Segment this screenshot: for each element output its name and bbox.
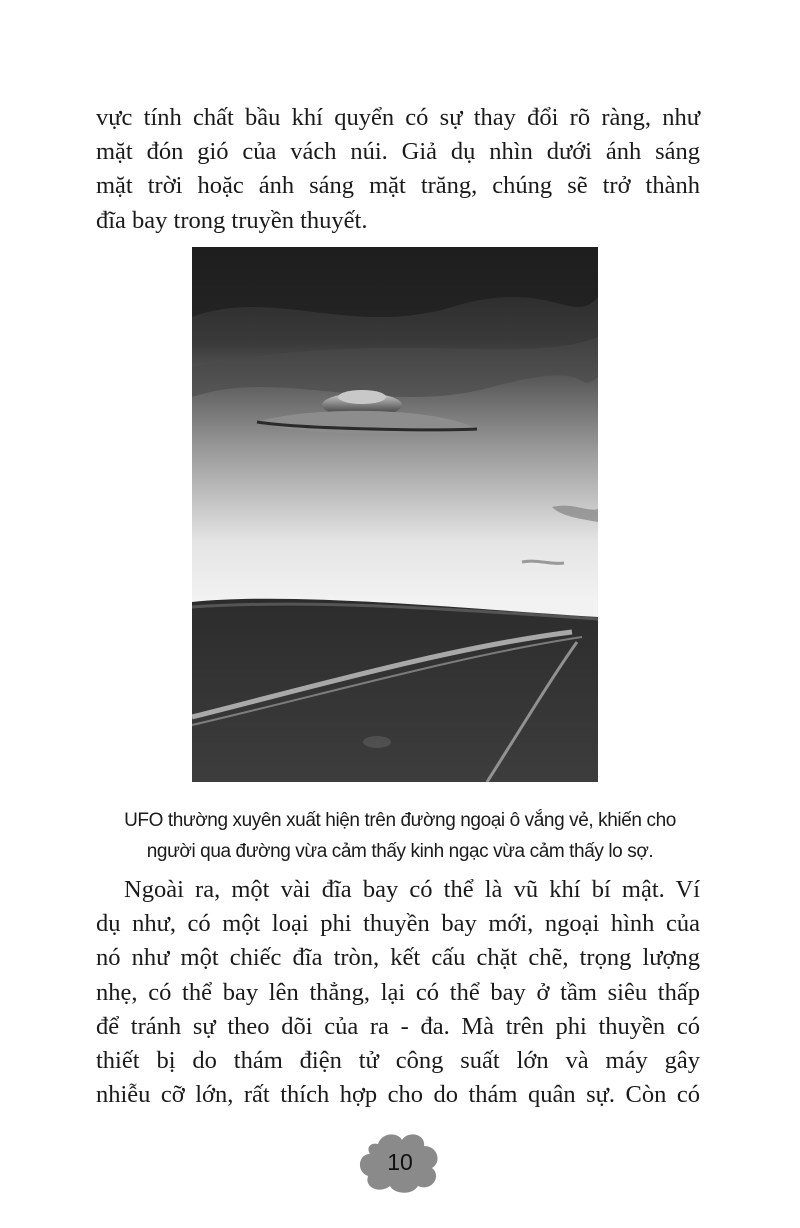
text-line: vực tính chất bầu khí quyển có sự thay đổi rõ ràng, như [96, 104, 700, 131]
photo-caption [70, 805, 730, 867]
ufo-photo [192, 247, 598, 782]
text-line: nhẹ, có thể bay lên thẳng, lại có thể bay ở tầm siêu thấp [96, 978, 700, 1006]
text-line: Ngoài ra, một vài đĩa bay có thể là vũ khí bí mật. Ví [124, 876, 700, 903]
ufo-photo-image [192, 247, 598, 782]
caption-line: UFO thường xuyên xuất hiện trên đường ngoại ô vắng vẻ, khiến cho [124, 810, 676, 831]
paragraph-bottom [96, 873, 700, 1112]
text-line: để tránh sự theo dõi của ra - đa. Mà trên phi thuyền có [96, 1012, 700, 1040]
caption-line: người qua đường vừa cảm thấy kinh ngạc vừa cảm thấy lo sợ. [146, 841, 654, 862]
text-line: dụ như, có một loại phi thuyền bay mới, ngoại hình của [96, 910, 700, 938]
text-line: thiết bị do thám điện tử công suất lớn và máy gây [96, 1047, 700, 1075]
page-number: 10 [387, 1148, 413, 1175]
text-line: nhiễu cỡ lớn, rất thích hợp cho do thám quân sự. Còn có [96, 1081, 700, 1109]
page-number-badge [356, 1130, 444, 1194]
text-line: nó như một chiếc đĩa tròn, kết cấu chặt chẽ, trọng lượng [96, 944, 700, 972]
text-line: mặt trời hoặc ánh sáng mặt trăng, chúng sẽ trở thành [96, 172, 700, 200]
text-line: mặt đón gió của vách núi. Giả dụ nhìn dưới ánh sáng [96, 138, 700, 166]
paragraph-top [96, 101, 700, 238]
text-line: đĩa bay trong truyền thuyết. [96, 206, 368, 234]
